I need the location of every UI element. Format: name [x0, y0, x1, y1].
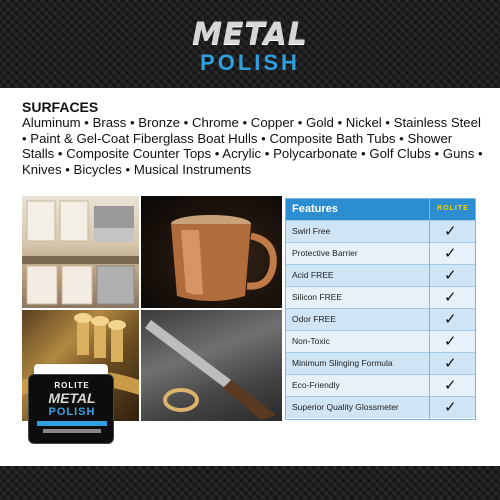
feature-label: Odor FREE — [292, 314, 336, 324]
jar-name-line1: METAL — [48, 390, 96, 406]
check-icon: ✓ — [444, 267, 457, 284]
check-icon: ✓ — [444, 245, 457, 262]
feature-row — [286, 242, 475, 264]
check-icon: ✓ — [444, 223, 457, 240]
jar-brand: ROLITE — [54, 381, 90, 390]
check-icon: ✓ — [444, 289, 457, 306]
title-metal: METAL — [192, 17, 308, 52]
feature-label: Swirl Free — [292, 226, 331, 236]
surfaces-heading: SURFACES — [22, 99, 99, 115]
check-icon: ✓ — [444, 355, 457, 372]
title-polish: POLISH — [200, 50, 300, 75]
header-banner — [0, 0, 500, 88]
kitchen-photo — [22, 196, 139, 308]
feature-row — [286, 264, 475, 286]
check-icon: ✓ — [444, 311, 457, 328]
feature-label: Non-Toxic — [292, 336, 330, 346]
jar-stripe — [37, 421, 107, 426]
features-table — [285, 198, 476, 420]
product-jar — [26, 364, 116, 446]
knife-photo — [141, 310, 282, 421]
check-icon: ✓ — [444, 333, 457, 350]
jar-stripe-secondary — [43, 429, 101, 433]
feature-label: Eco-Friendly — [292, 380, 340, 390]
feature-row — [286, 308, 475, 330]
copper-mug-photo — [141, 196, 282, 308]
check-icon: ✓ — [444, 399, 457, 416]
feature-label: Acid FREE — [292, 270, 334, 280]
check-icon: ✓ — [444, 377, 457, 394]
column-divider — [429, 199, 430, 419]
feature-row — [286, 396, 475, 418]
features-header-brand: ROLITE — [437, 205, 469, 212]
feature-label: Protective Barrier — [292, 248, 358, 258]
feature-label: Silicon FREE — [292, 292, 343, 302]
features-table-header — [286, 199, 475, 220]
feature-row — [286, 330, 475, 352]
jar-body — [28, 374, 114, 444]
feature-row — [286, 352, 475, 374]
feature-row — [286, 220, 475, 242]
feature-row — [286, 286, 475, 308]
footer-banner — [0, 466, 500, 500]
features-header-label: Features — [292, 203, 338, 215]
surfaces-list: Aluminum • Brass • Bronze • Chrome • Copper • Gold • Nickel • Stainless Steel • Paint & Gel-Coat Fiberglass Boat Hulls • Composite Bath Tubs • Shower Stalls • Composite Counter Tops • Acrylic • Polycarbonate • Golf Clubs • Guns • Knives • Bicycles • Musical Instruments — [22, 115, 483, 177]
feature-row — [286, 374, 475, 396]
jar-name-line2: POLISH — [48, 406, 96, 418]
feature-label: Minimum Slinging Formula — [292, 358, 393, 368]
content-panel — [0, 88, 500, 466]
feature-label: Superior Quality Glossmeter — [292, 402, 399, 412]
